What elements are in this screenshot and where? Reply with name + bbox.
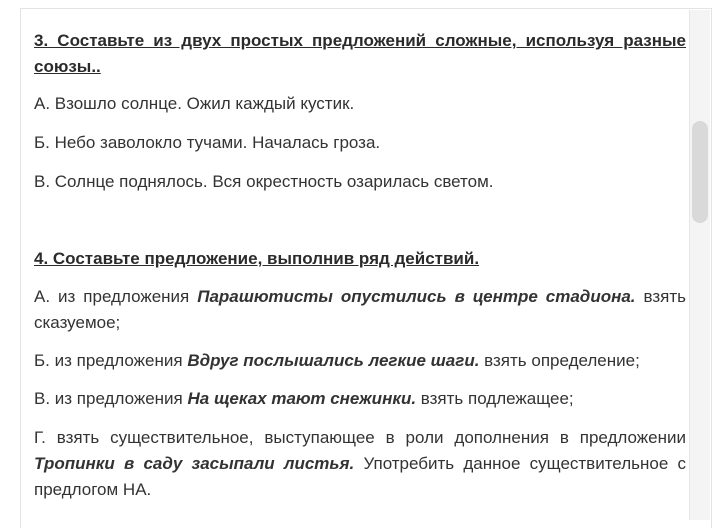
document-content bbox=[34, 28, 686, 503]
scrollbar-thumb[interactable] bbox=[692, 121, 708, 223]
task-4-item-a bbox=[34, 284, 686, 336]
task-4-item-b bbox=[34, 348, 686, 374]
task-4-item-d bbox=[34, 425, 686, 503]
task-4-heading: 4. Составьте предложение, выполнив ряд действий. bbox=[34, 249, 480, 268]
task-3-heading: 3. Составьте из двух простых предложений сложные, используя разные союзы.. bbox=[34, 31, 686, 76]
task-4-item-a-sentence: Парашютисты опустились в центре стадиона. bbox=[197, 287, 636, 306]
task-4-item-a-prefix: А. из предложения bbox=[34, 287, 190, 306]
task-4-item-d-suffix: Употребить данное существительное с предлогом НА. bbox=[34, 454, 686, 499]
task-4-item-d-sentence: Тропинки в саду засыпали листья. bbox=[34, 454, 355, 473]
task-4-item-b-suffix: взять определение; bbox=[484, 351, 640, 370]
vertical-scrollbar[interactable] bbox=[689, 10, 710, 520]
task-4-item-c-prefix: В. из предложения bbox=[34, 389, 183, 408]
task-4-item-b-prefix: Б. из предложения bbox=[34, 351, 183, 370]
task-4-item-c bbox=[34, 386, 686, 412]
task-4-item-c-sentence: На щеках тают снежинки. bbox=[187, 389, 417, 408]
task-4-item-c-suffix: взять подлежащее; bbox=[420, 389, 574, 408]
task-3-item-c: В. Солнце поднялось. Вся окрестность озарилась светом. bbox=[34, 172, 494, 191]
task-4-item-a-suffix: взять сказуемое; bbox=[34, 287, 687, 332]
task-3-item-a: А. Взошло солнце. Ожил каждый кустик. bbox=[34, 94, 355, 113]
task-4-item-d-prefix: Г. взять существительное, выступающее в роли дополнения в предложении bbox=[34, 428, 686, 447]
task-3-item-b: Б. Небо заволокло тучами. Началась гроза. bbox=[34, 133, 381, 152]
task-4-item-b-sentence: Вдруг послышались легкие шаги. bbox=[187, 351, 480, 370]
